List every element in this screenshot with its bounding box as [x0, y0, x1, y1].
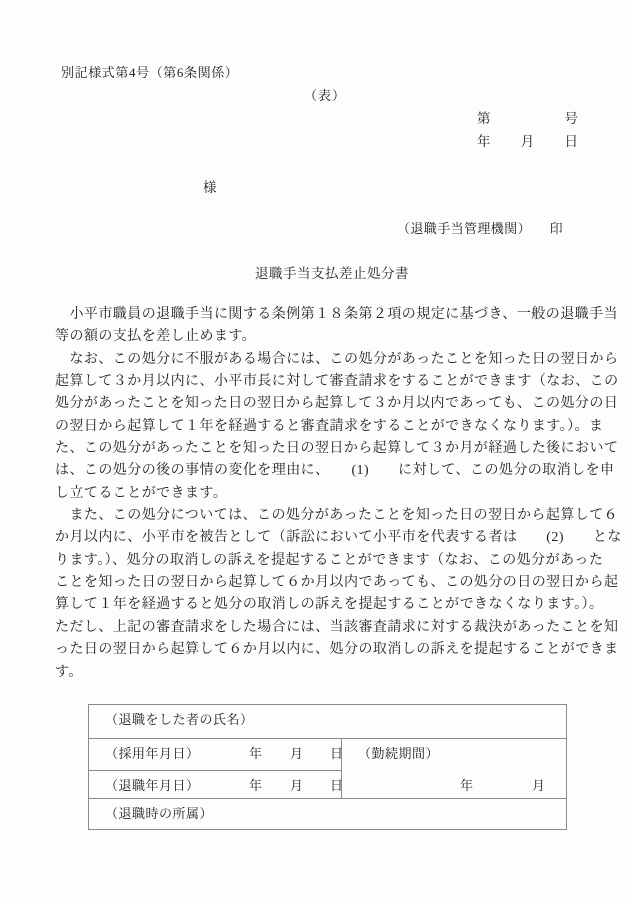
document-number-line: [477, 107, 578, 127]
body-text-line: は、この処分の後の事情の変化を理由に、 (1) に対して、この処分の取消しを申: [55, 463, 615, 479]
cell-retirement-date: [89, 771, 342, 799]
body-text-line: った日の翌日から起算して６か月以内に、処分の取消しの訴えを提起することができま: [55, 642, 619, 658]
body-text-line: ただし、上記の審査請求をした場合には、当該審査請求に対する裁決があったことを知: [55, 619, 619, 635]
affiliation-label: （退職時の所属）: [105, 806, 214, 821]
body-text-line: か月以内に、小平市を被告として（訴訟において小平市を代表する者は (2) とな: [55, 530, 622, 546]
date-day-label: 日: [564, 134, 578, 149]
cell-retiree-name: [89, 705, 567, 739]
hire-day-unit: 日: [330, 746, 344, 761]
retirement-date-label: （退職年月日）: [105, 778, 200, 793]
doc-number-prefix: 第: [477, 111, 491, 126]
service-year-unit: 年: [460, 778, 474, 793]
body-text: [55, 304, 623, 684]
seal-placeholder: 印: [549, 221, 563, 236]
body-text-line: ことを知った日の翌日から起算して６か月以内であっても、この処分の日の翌日から起: [55, 575, 619, 591]
service-period-label: （勤続期間）: [358, 746, 440, 761]
service-month-unit: 月: [532, 778, 546, 793]
document-title: 退職手当支払差止処分書: [255, 266, 409, 281]
body-text-line: 等の額の支払を差し止めます。: [55, 329, 257, 345]
body-text-line: 起算して３か月以内に、小平市長に対して審査請求をすることができます（なお、この: [55, 374, 619, 390]
body-text-line: また、この処分については、この処分があったことを知った日の翌日から起算して６: [55, 508, 619, 524]
issuer-authority-label: （退職手当管理機関）: [397, 221, 532, 236]
body-text-line: 処分があったことを知った日の翌日から起算して３か月以内であっても、この処分の日: [55, 396, 619, 412]
hire-month-unit: 月: [290, 746, 304, 761]
doc-number-suffix: 号: [564, 111, 578, 126]
cell-hire-date: [89, 739, 342, 771]
date-month-label: 月: [520, 134, 535, 149]
cell-affiliation: [89, 799, 567, 830]
table-row-hire-date: [89, 739, 567, 771]
body-text-line: す。: [55, 664, 83, 680]
retire-month-unit: 月: [290, 778, 304, 793]
body-text-line: の翌日から起算して１年を経過すると審査請求をすることができなくなります。）。ま: [55, 418, 604, 434]
body-text-line: 小平市職員の退職手当に関する条例第１８条第２項の規定に基づき、一般の退職手当: [55, 307, 618, 322]
hire-year-unit: 年: [249, 746, 263, 761]
body-text-line: た、この処分があったことを知った日の翌日から起算して３か月が経過した後において: [55, 441, 619, 457]
date-line: [477, 130, 578, 150]
table-row-name: [89, 705, 567, 739]
retiree-name-label: （退職をした者の氏名）: [105, 712, 254, 727]
table-row-affiliation: [89, 799, 567, 830]
retiree-info-table: [88, 704, 567, 830]
cell-service-period: [342, 739, 567, 799]
retire-year-unit: 年: [249, 778, 263, 793]
hire-date-label: （採用年月日）: [105, 746, 200, 761]
body-text-line: し立てることができます。: [55, 485, 228, 501]
retire-day-unit: 日: [330, 778, 344, 793]
side-indicator: （表）: [304, 88, 347, 103]
addressee-honorific: 様: [203, 180, 217, 195]
issuer-line: [397, 218, 563, 237]
body-text-line: 算して１年を経過すると処分の取消しの訴えを提起することができなくなります。）。: [55, 597, 604, 613]
date-year-label: 年: [477, 134, 491, 149]
body-text-line: ります。）、処分の取消しの訴えを提起することができます（なお、この処分があった: [55, 552, 604, 568]
form-style-number: 別記様式第4号（第6条関係）: [61, 65, 239, 80]
body-text-line: なお、この処分に不服がある場合には、この処分があったことを知った日の翌日から: [55, 351, 619, 367]
